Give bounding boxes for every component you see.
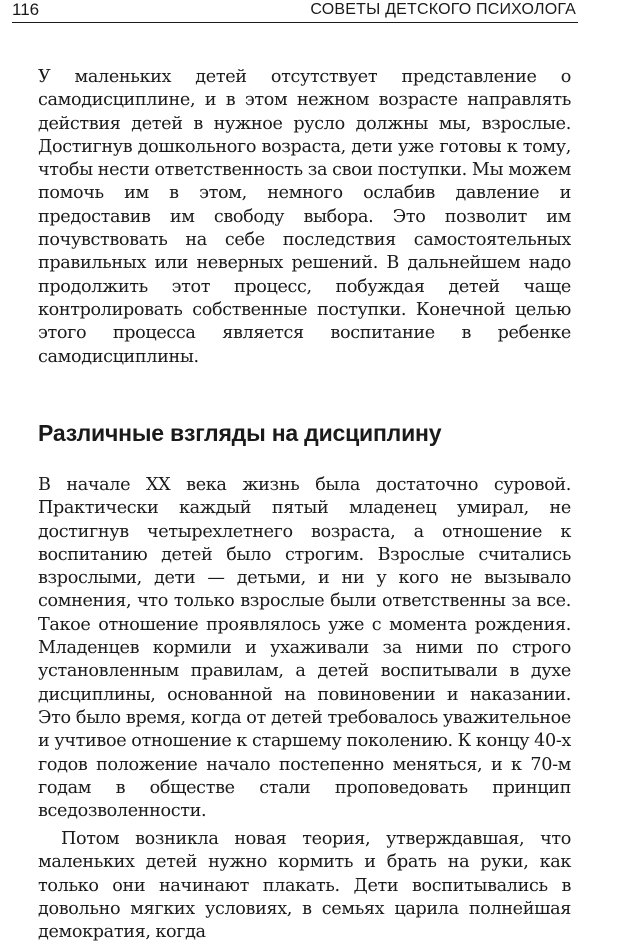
running-section-title: СОВЕТЫ ДЕТСКОГО ПСИХОЛОГА	[310, 1, 576, 18]
page-number: 116	[12, 0, 40, 19]
section-heading: Различные взгляды на дисциплину	[38, 420, 442, 446]
running-header	[12, 0, 578, 23]
body-paragraph-3: Потом возникла новая теория, утверждавшая, что маленьких детей нужно кормить и брать на руки, как только они начинают плакать. Дети воспитывались в довольно мягких условиях, в семьях царила полнейшая демократия, когда	[38, 829, 571, 943]
body-paragraph-2: В начале XX века жизнь была достаточно суровой. Практически каждый пятый младенец умирал, не достигнув четырехлетнего возраста, а отношение к воспитанию детей было строгим. Взрослые считались взрослыми, дети — детьми, и ни у кого не вызывало сомнения, что только взрослые были ответственны за все. Такое отношение проявлялось уже с момента рождения. Младенцев кормили и ухаживали за ними по строго установленным правилам, а детей воспитывали в духе дисциплины, основанной на повиновении и наказании. Это было время, когда от детей требовалось уважительное и учтивое отношение к старшему поколению. К концу 40-х годов положение начало постепенно меняться, и к 70-м годам в обществе стали проповедовать принцип вседозволенности.	[38, 475, 571, 822]
body-paragraph-1: У маленьких детей отсутствует представление о самодисциплине, и в этом нежном возрасте направлять действия детей в нужное русло должны мы, взрослые. Достигнув дошкольного возраста, дети уже готовы к тому, чтобы нести ответственность за свои поступки. Мы можем помочь им в этом, немного ослабив давление и предоставив им свободу выбора. Это позволит им почувствовать на себе последствия самостоятельных правильных или неверных решений. В дальнейшем надо продолжить этот процесс, побуждая детей чаще контролировать собственные поступки. Конечной целью этого процесса является воспитание в ребенке самодисциплины.	[38, 67, 571, 367]
